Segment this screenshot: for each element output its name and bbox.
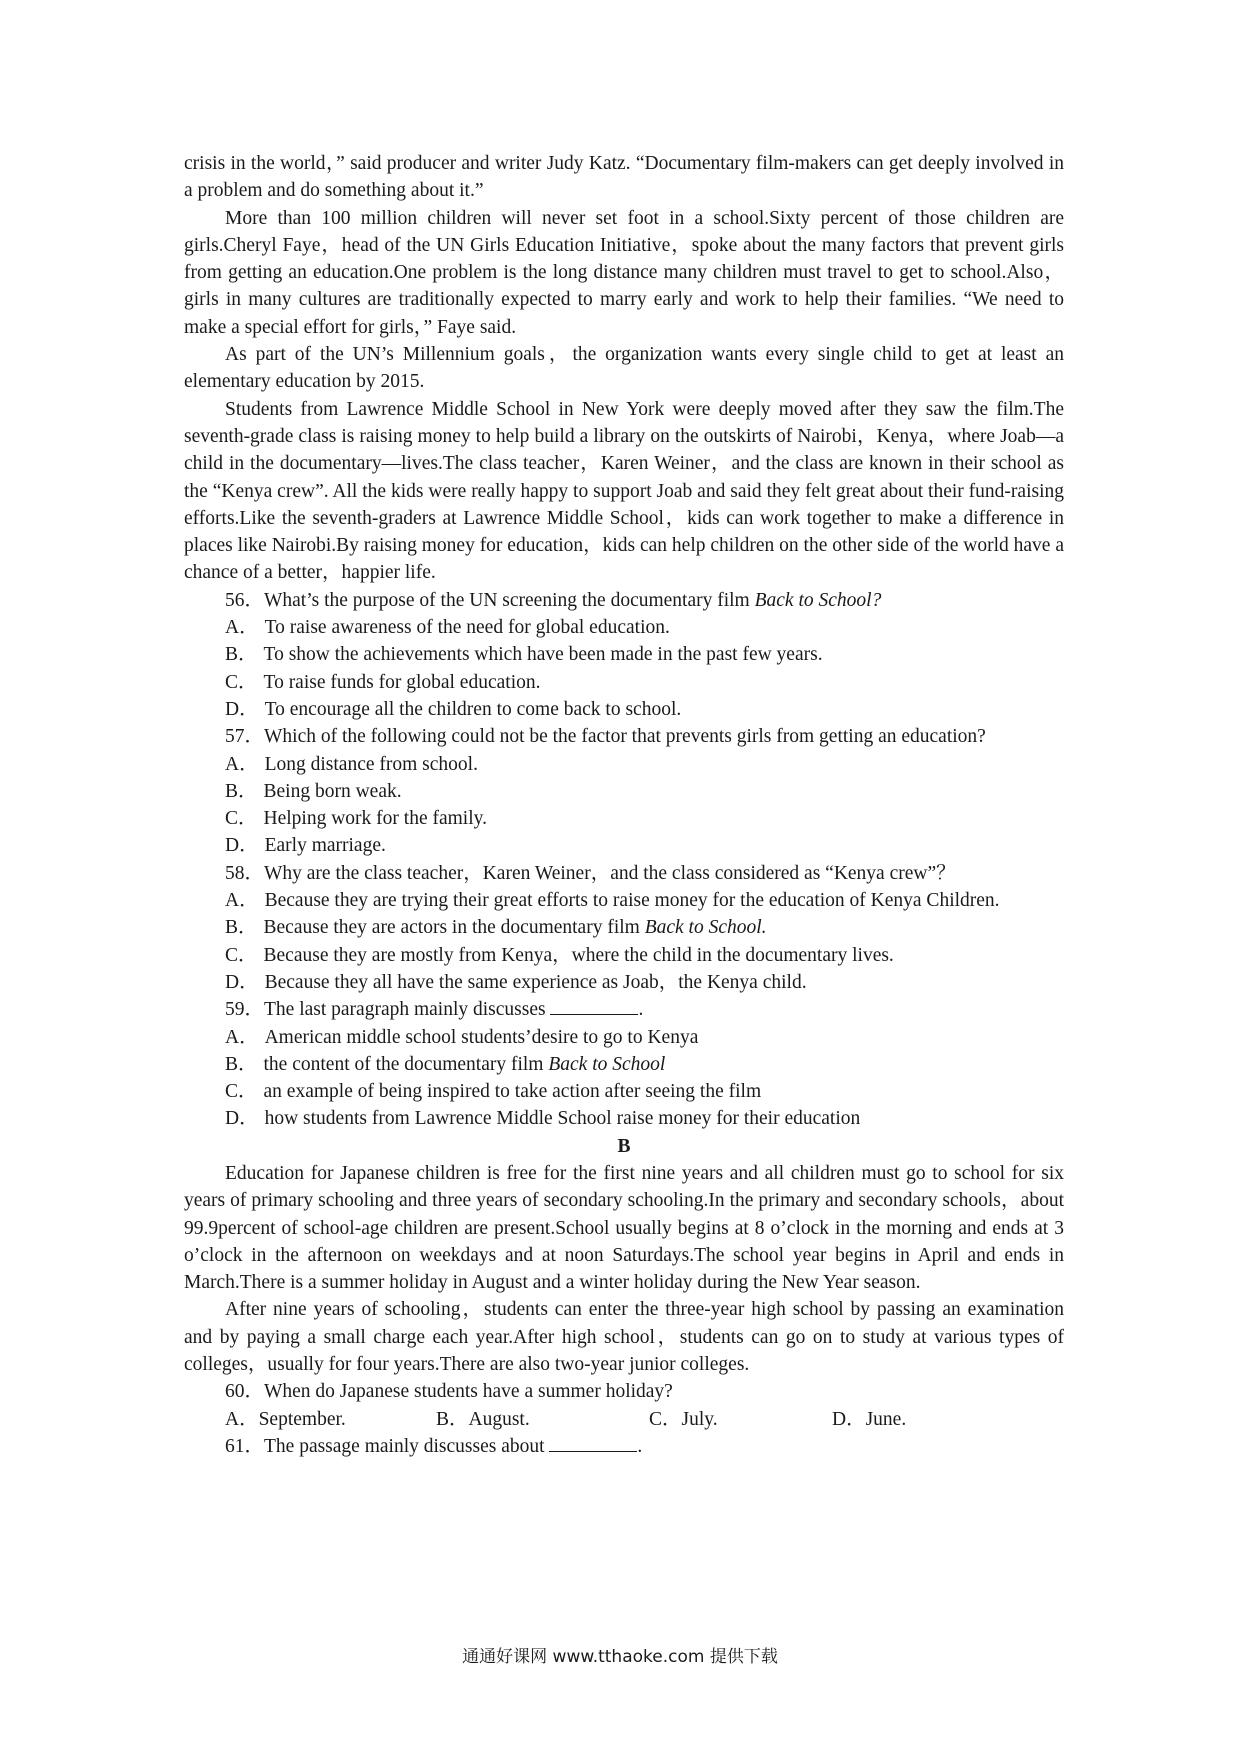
option-letter: A． xyxy=(225,753,259,775)
document-body xyxy=(184,150,1064,1460)
q60-option-c: C．July. xyxy=(649,1408,718,1430)
option-text: Because they all have the same experience as Joab，the Kenya child. xyxy=(264,971,807,993)
q58-option-d xyxy=(184,969,1064,996)
option-text: Because they are trying their great efforts to raise money for the education of Kenya Children. xyxy=(264,890,1000,912)
passage-a-paragraph-3: As part of the UN’s Millennium goals，the organization wants every single child to get at least an elementary education by 2015. xyxy=(184,344,1064,393)
option-letter: B． xyxy=(225,917,258,939)
option-text: Being born weak. xyxy=(263,780,402,802)
question-56-stem: 56．What’s the purpose of the UN screening the documentary film xyxy=(225,589,755,611)
question-59-stem: 59．The last paragraph mainly discusses xyxy=(225,999,551,1021)
option-letter: B． xyxy=(225,644,258,666)
option-text: Early marriage. xyxy=(264,835,386,857)
option-text: an example of being inspired to take action after seeing the film xyxy=(263,1081,762,1103)
passage-a-paragraph-4: Students from Lawrence Middle School in New York were deeply moved after they saw the film.The seventh-grade class is raising money to help build a library on the outskirts of Nairobi，Kenya，where Joab—a child in the documentary—lives.The class teacher，Karen Weiner，and the class are known in their school as the “Kenya crew”. All the kids were really happy to support Joab and said they felt great about their fund-raising efforts.Like the seventh-graders at Lawrence Middle School，kids can work together to make a difference in places like Nairobi.By raising money for education，kids can help children on the other side of the world have a chance of a better，happier life. xyxy=(184,398,1064,584)
option-text: To show the achievements which have been made in the past few years. xyxy=(263,644,823,666)
page-footer: 通通好课网 www.tthaoke.com 提供下载 xyxy=(462,1647,778,1667)
option-text: Because they are mostly from Kenya，where the child in the documentary lives. xyxy=(263,944,894,966)
q58-option-b xyxy=(184,914,1064,941)
option-letter: C． xyxy=(225,808,258,830)
q60-option-d: D．June. xyxy=(832,1408,907,1430)
passage-a-paragraph-1: crisis in the world，” said producer and writer Judy Katz. “Documentary film-makers can get deeply involved in a problem and do something about it.” xyxy=(184,153,1064,202)
q56-option-a xyxy=(184,614,1064,641)
question-61 xyxy=(184,1433,1064,1460)
option-letter: B． xyxy=(225,780,258,802)
question-61-stem: 61．The passage mainly discusses about xyxy=(225,1435,550,1457)
stem-end: . xyxy=(637,1435,643,1457)
option-text: To raise awareness of the need for global education. xyxy=(264,617,670,639)
option-letter: A． xyxy=(225,1026,259,1048)
option-letter: C． xyxy=(225,944,258,966)
q60-option-a: A．September. xyxy=(225,1408,346,1430)
option-text: how students from Lawrence Middle School raise money for their education xyxy=(264,1108,861,1130)
section-b-heading: B xyxy=(617,1135,631,1157)
film-title: Back to School xyxy=(548,1053,666,1075)
option-letter: A． xyxy=(225,617,259,639)
option-text: Helping work for the family. xyxy=(263,808,487,830)
q57-option-d xyxy=(184,832,1064,859)
question-56 xyxy=(184,587,1064,614)
q60-options xyxy=(184,1406,1064,1433)
option-text: Long distance from school. xyxy=(264,753,478,775)
question-57: 57．Which of the following could not be the factor that prevents girls from getting an education? xyxy=(225,726,986,748)
q59-option-a xyxy=(184,1024,1064,1051)
question-60: 60．When do Japanese students have a summer holiday? xyxy=(225,1381,673,1403)
q57-option-a xyxy=(184,751,1064,778)
option-letter: D． xyxy=(225,835,259,857)
passage-a-paragraph-2: More than 100 million children will never set foot in a school.Sixty percent of those children are girls.Cheryl Faye，head of the UN Girls Education Initiative，spoke about the many factors that prevent girls from getting an education.One problem is the long distance many children must travel to get to school.Also，girls in many cultures are traditionally expected to marry early and work to help their families. “We need to make a special effort for girls，” Faye said. xyxy=(184,207,1064,338)
q60-option-b: B．August. xyxy=(436,1408,530,1430)
option-letter: C． xyxy=(225,671,258,693)
q58-option-c xyxy=(184,942,1064,969)
option-text: American middle school students’desire to go to Kenya xyxy=(264,1026,699,1048)
q59-option-b xyxy=(184,1051,1064,1078)
q59-option-c xyxy=(184,1078,1064,1105)
option-letter: D． xyxy=(225,1108,259,1130)
film-title: Back to School. xyxy=(644,917,767,939)
option-letter: D． xyxy=(225,971,259,993)
q58-option-a xyxy=(184,887,1064,914)
answer-blank xyxy=(550,1000,638,1015)
option-letter: C． xyxy=(225,1081,258,1103)
option-text: the content of the documentary film xyxy=(263,1053,549,1075)
q57-option-b xyxy=(184,778,1064,805)
passage-b-paragraph-1: Education for Japanese children is free for the first nine years and all children must go to school for six years of primary schooling and three years of secondary schooling.In the primary and secondary schools，about 99.9percent of school-age children are present.School usually begins at 8 o’clock in the morning and ends at 3 o’clock in the afternoon on weekdays and at noon Saturdays.The school year begins in April and ends in March.There is a summer holiday in August and a winter holiday during the New Year season. xyxy=(184,1162,1064,1294)
question-58: 58．Why are the class teacher，Karen Weiner，and the class considered as “Kenya crew”？ xyxy=(225,862,956,884)
q56-option-d xyxy=(184,696,1064,723)
option-letter: A． xyxy=(225,890,259,912)
option-text: To encourage all the children to come back to school. xyxy=(264,698,682,720)
answer-blank xyxy=(549,1437,637,1452)
stem-end: . xyxy=(638,999,644,1021)
q56-option-b xyxy=(184,641,1064,668)
film-title: Back to School? xyxy=(754,589,882,611)
q57-option-c xyxy=(184,805,1064,832)
option-text: Because they are actors in the documentary film xyxy=(263,917,645,939)
question-59 xyxy=(184,996,1064,1023)
passage-b-paragraph-2: After nine years of schooling，students can enter the three-year high school by passing an examination and by paying a small charge each year.After high school，students can go on to study at various types of colleges，usually for four years.There are also two-year junior colleges. xyxy=(184,1299,1064,1376)
option-letter: D． xyxy=(225,698,259,720)
option-text: To raise funds for global education. xyxy=(263,671,541,693)
q56-option-c xyxy=(184,669,1064,696)
option-letter: B． xyxy=(225,1053,258,1075)
q59-option-d xyxy=(184,1105,1064,1132)
